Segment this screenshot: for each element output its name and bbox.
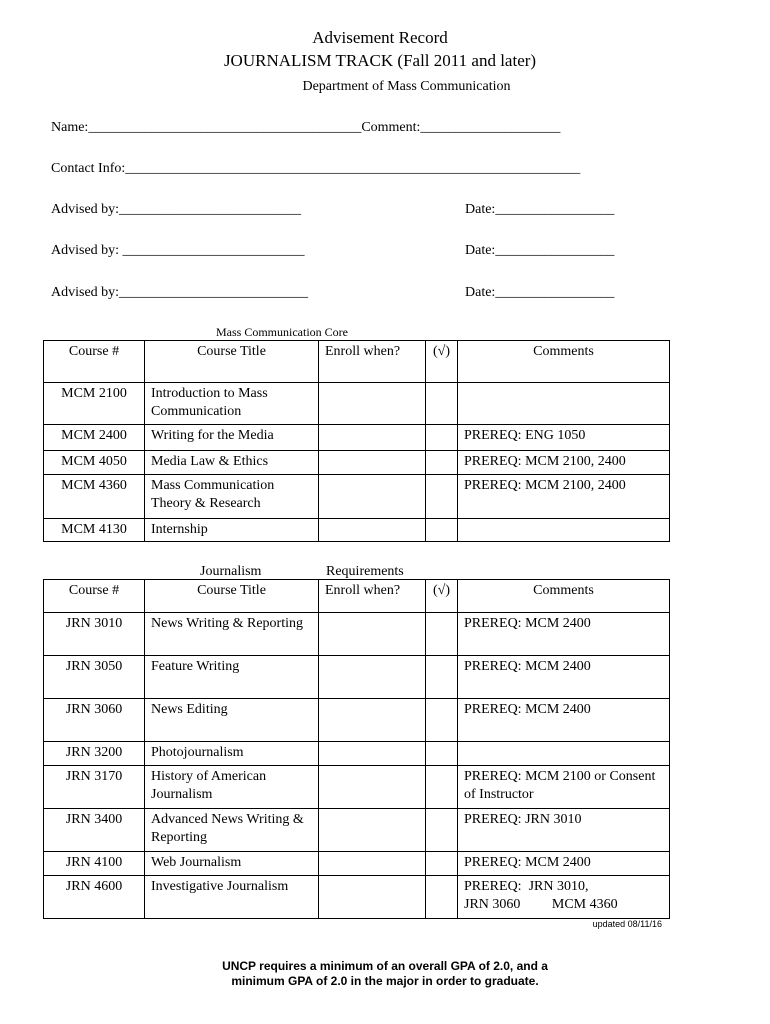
enroll-when-cell[interactable] xyxy=(319,699,426,742)
comments-cell: PREREQ: ENG 1050 xyxy=(458,425,670,451)
table-row xyxy=(44,656,670,699)
gpa-footnote-line-1: UNCP requires a minimum of an overall GPA of 2.0, and a xyxy=(222,959,548,973)
course-title: Advanced News Writing & Reporting xyxy=(145,809,319,852)
table-row xyxy=(44,425,670,451)
enroll-when-cell[interactable] xyxy=(319,451,426,475)
course-number: MCM 2400 xyxy=(44,425,145,451)
course-title: Web Journalism xyxy=(145,852,319,876)
enroll-when-cell[interactable] xyxy=(319,742,426,766)
course-number: JRN 3400 xyxy=(44,809,145,852)
header-course-number: Course # xyxy=(44,580,145,613)
table-row xyxy=(44,613,670,656)
journalism-course-table xyxy=(43,579,670,919)
comments-cell: PREREQ: JRN 3010 xyxy=(458,809,670,852)
advised-by-line-3[interactable]: Advised by:___________________________ xyxy=(51,285,309,300)
enroll-when-cell[interactable] xyxy=(319,876,426,919)
comments-cell: PREREQ: JRN 3010, JRN 3060 MCM 4360 xyxy=(458,876,670,919)
table-header-row xyxy=(44,580,670,613)
department-name: Department of Mass Communication xyxy=(302,79,511,94)
course-title: History of American Journalism xyxy=(145,766,319,809)
course-number: JRN 3200 xyxy=(44,742,145,766)
table-row xyxy=(44,809,670,852)
check-cell[interactable] xyxy=(426,742,458,766)
enroll-when-cell[interactable] xyxy=(319,809,426,852)
check-cell[interactable] xyxy=(426,656,458,699)
course-number: JRN 3170 xyxy=(44,766,145,809)
contact-info-line[interactable]: Contact Info:_________________________________________________________________ xyxy=(51,161,581,176)
enroll-when-cell[interactable] xyxy=(319,613,426,656)
core-course-table xyxy=(43,340,670,542)
table-row xyxy=(44,519,670,542)
comments-cell: PREREQ: MCM 2400 xyxy=(458,699,670,742)
check-cell[interactable] xyxy=(426,613,458,656)
course-number: JRN 3060 xyxy=(44,699,145,742)
date-line-1[interactable]: Date:_________________ xyxy=(465,202,615,217)
course-title: News Editing xyxy=(145,699,319,742)
comments-cell: PREREQ: MCM 2100, 2400 xyxy=(458,451,670,475)
check-cell[interactable] xyxy=(426,852,458,876)
document-title: Advisement Record xyxy=(312,28,448,47)
table-header-row xyxy=(44,341,670,383)
comments-cell: PREREQ: MCM 2100, 2400 xyxy=(458,475,670,519)
advised-by-line-2[interactable]: Advised by: __________________________ xyxy=(51,243,305,258)
check-cell[interactable] xyxy=(426,425,458,451)
check-cell[interactable] xyxy=(426,876,458,919)
comments-cell: PREREQ: MCM 2100 or Consent of Instructor xyxy=(458,766,670,809)
course-title: Writing for the Media xyxy=(145,425,319,451)
course-number: JRN 3050 xyxy=(44,656,145,699)
course-number: MCM 2100 xyxy=(44,383,145,425)
journalism-caption-right: Requirements xyxy=(326,564,404,579)
header-comments: Comments xyxy=(458,341,670,383)
check-cell[interactable] xyxy=(426,809,458,852)
course-number: JRN 4100 xyxy=(44,852,145,876)
check-cell[interactable] xyxy=(426,699,458,742)
check-cell[interactable] xyxy=(426,451,458,475)
course-title: Internship xyxy=(145,519,319,542)
enroll-when-cell[interactable] xyxy=(319,656,426,699)
header-course-title: Course Title xyxy=(145,580,319,613)
course-title: News Writing & Reporting xyxy=(145,613,319,656)
track-title: JOURNALISM TRACK (Fall 2011 and later) xyxy=(223,51,537,70)
enroll-when-cell[interactable] xyxy=(319,519,426,542)
course-number: MCM 4360 xyxy=(44,475,145,519)
course-title: Feature Writing xyxy=(145,656,319,699)
check-cell[interactable] xyxy=(426,475,458,519)
journalism-caption-left: Journalism xyxy=(200,564,262,579)
enroll-when-cell[interactable] xyxy=(319,383,426,425)
check-cell[interactable] xyxy=(426,383,458,425)
course-number: JRN 3010 xyxy=(44,613,145,656)
date-line-3[interactable]: Date:_________________ xyxy=(465,285,615,300)
date-line-2[interactable]: Date:_________________ xyxy=(465,243,615,258)
header-check: (√) xyxy=(426,580,458,613)
header-course-title: Course Title xyxy=(145,341,319,383)
course-number: MCM 4050 xyxy=(44,451,145,475)
course-number: JRN 4600 xyxy=(44,876,145,919)
table-row xyxy=(44,383,670,425)
course-title: Introduction to Mass Communication xyxy=(145,383,319,425)
gpa-footnote xyxy=(0,959,770,989)
table-row xyxy=(44,742,670,766)
course-title: Mass Communication Theory & Research xyxy=(145,475,319,519)
updated-date: updated 08/11/16 xyxy=(592,919,662,929)
gpa-footnote-line-2: minimum GPA of 2.0 in the major in order to graduate. xyxy=(231,974,539,988)
comments-cell: PREREQ: MCM 2400 xyxy=(458,656,670,699)
table-row xyxy=(44,766,670,809)
comments-cell xyxy=(458,742,670,766)
comments-cell xyxy=(458,519,670,542)
table-row xyxy=(44,475,670,519)
name-comment-line[interactable]: Name:_______________________________________Comment:____________________ xyxy=(51,120,561,135)
table-row xyxy=(44,699,670,742)
core-table-caption: Mass Communication Core xyxy=(216,325,348,339)
comments-cell: PREREQ: MCM 2400 xyxy=(458,852,670,876)
header-enroll-when: Enroll when? xyxy=(319,341,426,383)
enroll-when-cell[interactable] xyxy=(319,766,426,809)
check-cell[interactable] xyxy=(426,766,458,809)
header-course-number: Course # xyxy=(44,341,145,383)
enroll-when-cell[interactable] xyxy=(319,852,426,876)
course-title: Media Law & Ethics xyxy=(145,451,319,475)
comments-cell xyxy=(458,383,670,425)
table-row xyxy=(44,852,670,876)
advised-by-line-1[interactable]: Advised by:__________________________ xyxy=(51,202,302,217)
header-comments: Comments xyxy=(458,580,670,613)
comments-cell: PREREQ: MCM 2400 xyxy=(458,613,670,656)
header-enroll-when: Enroll when? xyxy=(319,580,426,613)
check-cell[interactable] xyxy=(426,519,458,542)
header-check: (√) xyxy=(426,341,458,383)
enroll-when-cell[interactable] xyxy=(319,425,426,451)
course-title: Photojournalism xyxy=(145,742,319,766)
course-number: MCM 4130 xyxy=(44,519,145,542)
table-row xyxy=(44,876,670,919)
table-row xyxy=(44,451,670,475)
course-title: Investigative Journalism xyxy=(145,876,319,919)
enroll-when-cell[interactable] xyxy=(319,475,426,519)
